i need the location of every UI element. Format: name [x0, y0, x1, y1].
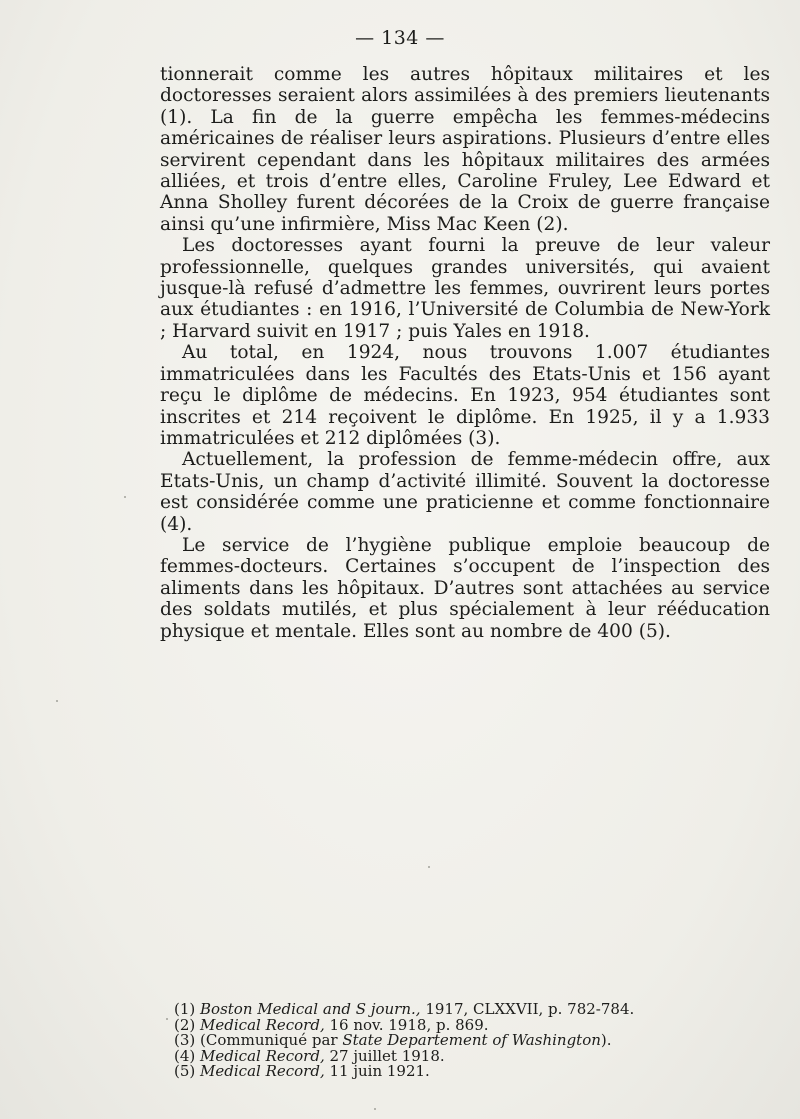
paper-speck [428, 866, 430, 868]
footnote-source: Boston Medical and S journ., [200, 1000, 421, 1018]
footnote-details: 11 juin 1921. [324, 1062, 430, 1081]
paragraph-1: tionnerait comme les autres hôpitaux militaires et les doctoresses seraient alors assimilées à des premiers lieutenants (1). La fin de la guerre empêcha les femmes-médecins américaines de réaliser leurs aspirations. Plusieurs d’entre elles servirent cependant dans les hôpitaux militaires des armées alliées, et trois d’entre elles, Caroline Fruley, Lee Edward et Anna Sholley furent décorées de la Croix de guerre française ainsi qu’une infirmière, Miss Mac Keen (2). [160, 64, 770, 235]
footnote-prefix: (Communiqué par [195, 1031, 343, 1050]
paragraph-2: Les doctoresses ayant fourni la preuve de leur valeur professionnelle, quelques grandes universités, qui avaient jusque-là refusé d’admettre les femmes, ouvrirent leurs portes aux étudiantes : en 1916, l’Université de Columbia de New-York ; Harvard suivit en 1917 ; puis Yales en 1918. [160, 235, 770, 342]
paper-speck [56, 700, 58, 702]
paper-speck [166, 1018, 168, 1020]
page-number: — 134 — [355, 27, 445, 49]
footnote-details: 16 nov. 1918, p. 869. [324, 1015, 489, 1034]
footnote-source: Medical Record, [200, 1015, 325, 1034]
footnote-number: (2) [174, 1015, 196, 1034]
footnote-number: (3) [174, 1031, 196, 1050]
footnote-details: 27 juillet 1918. [324, 1046, 445, 1065]
footnote-number: (5) [174, 1062, 196, 1081]
paper-speck [374, 1108, 376, 1110]
paragraph-3: Au total, en 1924, nous trouvons 1.007 étudiantes immatriculées dans les Facultés des Etats-Unis et 156 ayant reçu le diplôme de médecins. En 1923, 954 étudiantes sont inscrites et 214 reçoivent le diplôme. En 1925, il y a 1.933 immatriculées et 212 diplômées (3). [160, 342, 770, 449]
main-text [160, 64, 770, 642]
footnote-source: State Departement of Washington [342, 1031, 601, 1050]
footnote-details: 1917, CLXXVII, p. 782-784. [420, 1000, 635, 1018]
footnote-number: (1) [174, 1000, 196, 1018]
paragraph-4: Actuellement, la profession de femme-médecin offre, aux Etats-Unis, un champ d’activité illimité. Souvent la doctoresse est considérée comme une praticienne et comme fonctionnaire (4). [160, 449, 770, 535]
footnote-details: ). [600, 1031, 612, 1050]
footnote-number: (4) [174, 1046, 196, 1065]
paragraph-5: Le service de l’hygiène publique emploie beaucoup de femmes-docteurs. Certaines s’occupent de l’inspection des aliments dans les hôpitaux. D’autres sont attachées au service des soldats mutilés, et plus spécialement à leur rééducation physique et mentale. Elles sont au nombre de 400 (5). [160, 534, 770, 642]
footnote-5 [174, 1064, 774, 1080]
footnotes [174, 1002, 774, 1080]
footnote-source: Medical Record, [200, 1046, 325, 1065]
footnote-source: Medical Record, [200, 1062, 325, 1081]
paper-speck [124, 496, 126, 498]
